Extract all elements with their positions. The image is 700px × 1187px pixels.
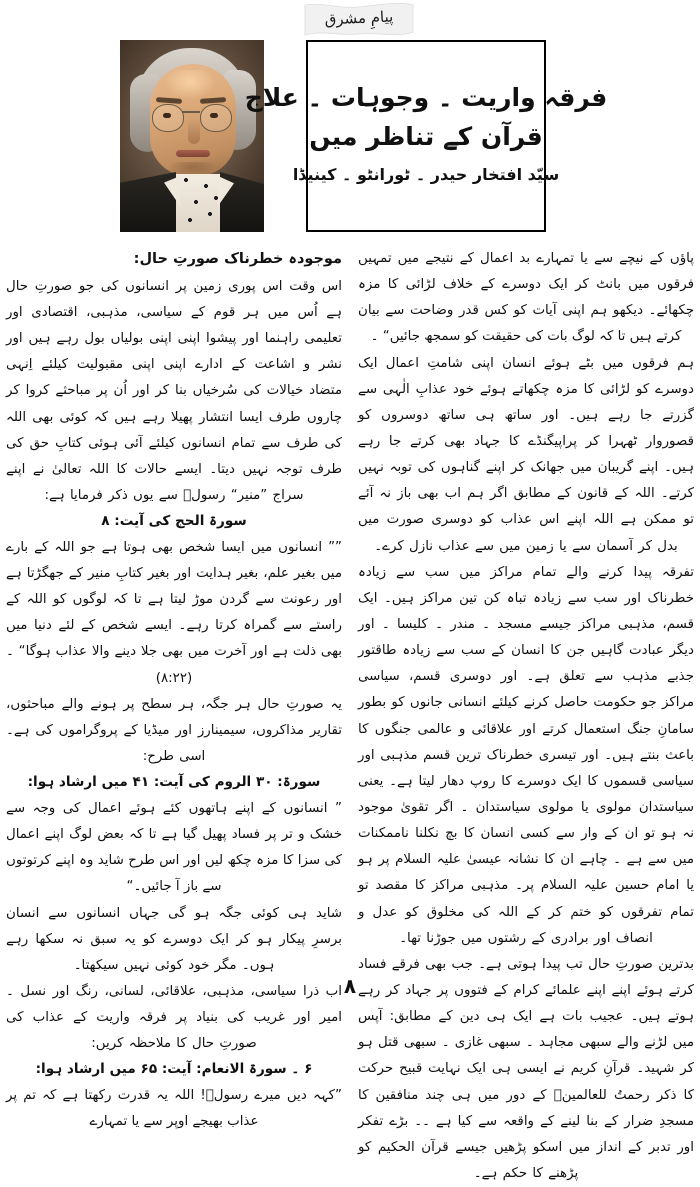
article-header	[120, 40, 608, 234]
right-paragraph-2: یہ صورتِ حال ہر جگہ، ہر سطح پر ہونے والے مباحثوں، تقاریر مذاکروں، سیمینارز اور میڈیا کے پروگراموں کی ہے۔ اسی طرح:	[6, 696, 342, 765]
quote-continuation: پاؤں کے نیچے سے یا تمہارے بد اعمال کے نتیجے میں تمہیں فرقوں میں بانٹ کر ایک دوسرے کے خلاف لڑائی کا مزہ چکھائے۔ دیکھو ہم اپنی آیات کو کس قدر وضاحت سے بیان کرتے ہیں تا کہ لوگ بات کی حقیقت کو سمجھ جائیں“ ۔	[358, 251, 694, 345]
portrait-eyeglass-bridge	[182, 111, 200, 113]
verse-reference-al-hajj: سورۃ الحج کی آیت: ۸	[101, 513, 247, 530]
verse-reference-ar-rum: سورۃ: ۳۰ الروم کی آیت: ۴۱ میں ارشاد ہوا:	[27, 774, 321, 791]
section-heading-current-situation: موجودہ خطرناک صورتِ حال:	[133, 251, 342, 267]
article-title-line-2: قرآن کے تناظر میں	[309, 122, 543, 152]
article-column-left	[357, 246, 694, 1181]
article-title-line-1: فرقہ واریت ۔ وجوہات ۔ علاج	[244, 83, 608, 113]
right-paragraph-1: اس وقت اس پوری زمین پر انسانوں کی جو صورتِ حال ہے اُس میں ہر قوم کے سیاسی، مذہبی، اقتصادی اور تعلیمی راہنما اور پیشوا اپنی اپنی بولیاں بول رہے ہیں اور نشر و اشاعت کے ادارے اپنی اپنی مقبولیت کیلئے اِنہی متضاد خیالات کی سُرخیاں بنا کر اور اُن پر مباحثے کروا کر چاروں طرف ایسا انتشار پھیلا رہے ہیں کہ کوئی بھی اللہ کی طرف سے تمام انسانوں کیلئے آئی ہوئی کتابِ حق کی طرف توجہ نہیں دیتا۔ ایسے حالات کا اللہ تعالیٰ نے اپنے سراج ”منیر“ رسولؐ سے یوں ذکر فرمایا ہے:	[6, 278, 342, 503]
portrait-eyeglass-lens-left	[152, 104, 184, 132]
quote-ar-rum: ” انسانوں کے اپنے ہاتھوں کئے ہوئے اعمال کی وجہ سے خشک و تر پر فساد پھیل گیا ہے تا کہ بعض لوگ اپنے اعمال کی سزا کا مزہ چکھ لیں اور اس طرح شاید وہ اپنے کرتوتوں سے باز آ جائیں۔“	[6, 801, 342, 895]
masthead-ribbon	[303, 2, 415, 38]
article-body	[6, 246, 694, 1181]
portrait-nose	[188, 118, 200, 144]
portrait-eye-right	[210, 113, 218, 118]
verse-reference-al-anam: ۶ ۔ سورۃ الانعام: آیت: ۶۵ میں ارشاد ہوا:	[35, 1061, 313, 1078]
masthead-label: پیامِ مشرق	[324, 7, 394, 29]
left-paragraph-1: ہم فرقوں میں بٹے ہوئے انسان اپنی شامتِ اعمال ایک دوسرے کو لڑائی کا مزہ چکھاتے ہوئے خود عذابِ الٰہی سے گزرتے جا رہے ہیں۔ اور ساتھ ہی ساتھ دوسروں کو قصوروار ٹھہرا کر پراپیگنڈے کا جہاد بھی کرتے جا رہے ہیں۔ اپنے گریبان میں جھانک کر اپنے گناہوں کی توبہ نہیں کرتے۔ اللہ کے قانون کے مطابق اگر ہم اب بھی باز نہ آئے تو ممکن ہے اللہ اپنے اس عذاب کو دوسری صورت میں بدل کر آسمان سے یا زمین میں سے عذاب نازل کرے۔	[358, 355, 694, 554]
left-paragraph-3: بدترین صورتِ حال تب پیدا ہوتی ہے۔ جب بھی فرقے فساد کرتے ہوئے اپنے اپنے علمائے کرام کے فتووں پر جہاد کر رہے ہوتے ہیں۔ عجیب بات ہے ایک ہی دین کے مطابق: آپس میں لڑنے والے سبھی مجاہد ۔ سبھی غازی ۔ سبھی قتل ہو کر شہید۔ قرآنِ کریم نے ایسی ہی ایک نہایت قبیح حرکت کا ذکر رحمتُ للعالمینؐ کے دور میں ہی چند منافقین کا مسجدِ ضرار کے بنا لینے کے واقعہ سے کیا ہے ۔۔ بڑے تفکر اور تدبر کے انداز میں اسکو پڑھیں جیسے قرآن الحکیم کو پڑھنے کا حکم ہے۔	[357, 956, 694, 1181]
right-paragraph-3: شاید ہی کوئی جگہ ہو گی جہاں انسانوں سے انسان برسرِ پیکار ہو کر ایک دوسرے کو یہ سبق نہ سکھا رہے ہوں۔ مگر خود کوئی نہیں سیکھتا۔	[6, 905, 342, 973]
left-paragraph-2: تفرقہ پیدا کرنے والے تمام مراکز میں سب سے زیادہ خطرناک اور سب سے زیادہ تباہ کن تین مراکز ہیں۔ ایک قسم، مذہبی مراکز جیسے مسجد ۔ مندر ۔ کلیسا ۔ اور دیگر عبادت گاہیں جن کا انسان کے سب سے زیادہ طاقتور جذبے مذہب سے تعلق ہے۔ اور دوسری قسم، سیاسی مراکز جو حکومت حاصل کرنے کیلئے انسانی جانوں کو بطور سامانِ جنگ استعمال کرتے اور علاقائی و عالمی جنگوں کا باعث بنتے ہیں۔ اور تیسری خطرناک ترین قسم مذہبی اور سیاسی قسموں کا ایک دوسرے کا روپ دھار لیتا ہے۔ یعنی سیاستدان مولوی یا مولوی سیاستدان ۔ اگر تقویٰ موجود نہ ہو تو ان کے وار سے کسی انسان کا بچ نکلنا ناممکنات میں سے ہے ۔ چاہے ان کا نشانہ عیسیٰ علیہ السلام پر ہو یا امام حسین علیہ السلام پر۔ مذہبی مراکز کا مقصد تو تمام تفرقوں کو ختم کر کے اللہ کی مخلوق کو عدل و انصاف اور برادری کے رشتوں میں جوڑنا تھا۔	[358, 564, 694, 946]
portrait-eyeglass-lens-right	[200, 104, 232, 132]
page-number: ۸	[343, 974, 357, 998]
article-title-box	[244, 40, 608, 232]
article-column-right	[6, 246, 342, 1130]
portrait-eye-left	[163, 113, 171, 118]
quote-al-hajj: ”” انسانوں میں ایسا شخص بھی ہوتا ہے جو اللہ کے بارے میں بغیر علم، بغیر ہدایت اور بغیر کتابِ منیر کے جھگڑتا ہے اور رعونت سے گردن موڑ لیتا ہے تا کہ لوگوں کو اللہ کے راستے سے گمراہ کرتا رہے۔ ایسے شخص کے لئے دنیا میں بھی ذلت ہے اور آخرت میں بھی جلا دینے والا عذاب ہوگا“ ۔ (۸:۲۲)	[6, 539, 342, 686]
article-byline: سیّد افتخار حیدر ۔ ٹورانٹو ۔ کینیڈا	[292, 164, 560, 184]
quote-al-anam: ”کہہ دیں میرے رسولؐ! اللہ یہ قدرت رکھتا ہے کہ تم پر عذاب بھیجے اوپر سے یا تمہارے	[6, 1088, 342, 1130]
portrait-forehead	[164, 70, 216, 100]
author-portrait-photo	[120, 40, 264, 232]
portrait-mouth	[176, 150, 210, 157]
right-paragraph-4: اب ذرا سیاسی، مذہبی، علاقائی، لسانی، رنگ اور نسل ۔ امیر اور غریب کی بنیاد پر فرقہ واریت کے عذاب کی صورتِ حال کا ملاحظہ کریں:	[6, 983, 342, 1052]
